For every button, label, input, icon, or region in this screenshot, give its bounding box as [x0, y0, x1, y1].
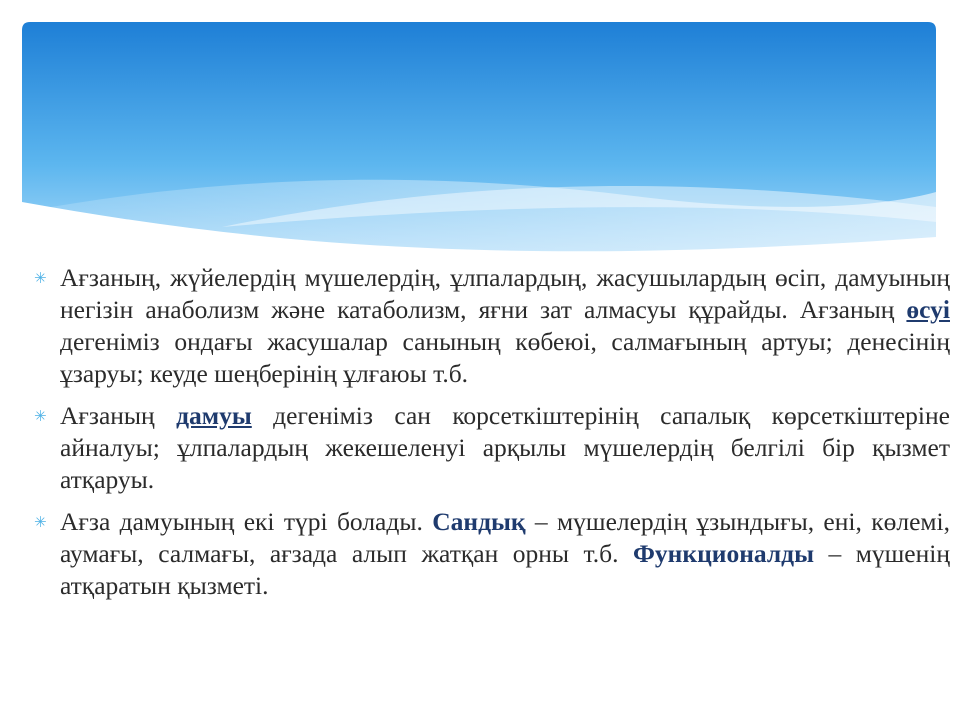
text-segment: Ағзаның, жүйелердің мүшелердің, ұлпалардың, жасушылардың өсіп, дамуының негізін анаболизм және катаболизм, яғни зат алмасуы құрайды. Ағзаның — [60, 263, 950, 324]
bullet-text-2 — [60, 400, 950, 496]
bullet-text-3 — [60, 506, 950, 602]
bullet-text-1 — [60, 262, 950, 390]
text-segment: Ағзаның — [60, 401, 177, 430]
bullet-list — [34, 262, 950, 612]
term-quantitative: Сандық — [432, 507, 526, 536]
bullet-item-3 — [34, 506, 950, 602]
asterisk-icon: ✳ — [34, 513, 47, 531]
term-functional: Функционалды — [633, 539, 814, 568]
text-segment: Ағза дамуының екі түрі болады. — [60, 507, 433, 536]
header-wave-banner — [22, 22, 936, 280]
term-growth: өсуі — [906, 295, 950, 324]
text-segment: – мүшелердің ұзындығы, ені, көлемі, аумағы, салмағы, ағзада алып жатқан орны т.б. — [60, 507, 950, 568]
bullet-item-1 — [34, 262, 950, 390]
text-segment: – мүшенің атқаратын қызметі. — [60, 539, 951, 600]
term-development: дамуы — [176, 401, 252, 430]
text-segment: дегеніміз сан корсеткіштерінің сапалық көрсеткіштеріне айналуы; ұлпалардың жекешеленуі арқылы мүшелердің белгілі бір қызмет атқаруы. — [60, 401, 950, 494]
asterisk-icon: ✳ — [34, 269, 47, 287]
text-segment: дегеніміз ондағы жасушалар санының көбеюі, салмағының артуы; денесінің ұзаруы; кеуде шеңберінің ұлғаюы т.б. — [60, 327, 950, 388]
bullet-item-2 — [34, 400, 950, 496]
asterisk-icon: ✳ — [34, 407, 47, 425]
